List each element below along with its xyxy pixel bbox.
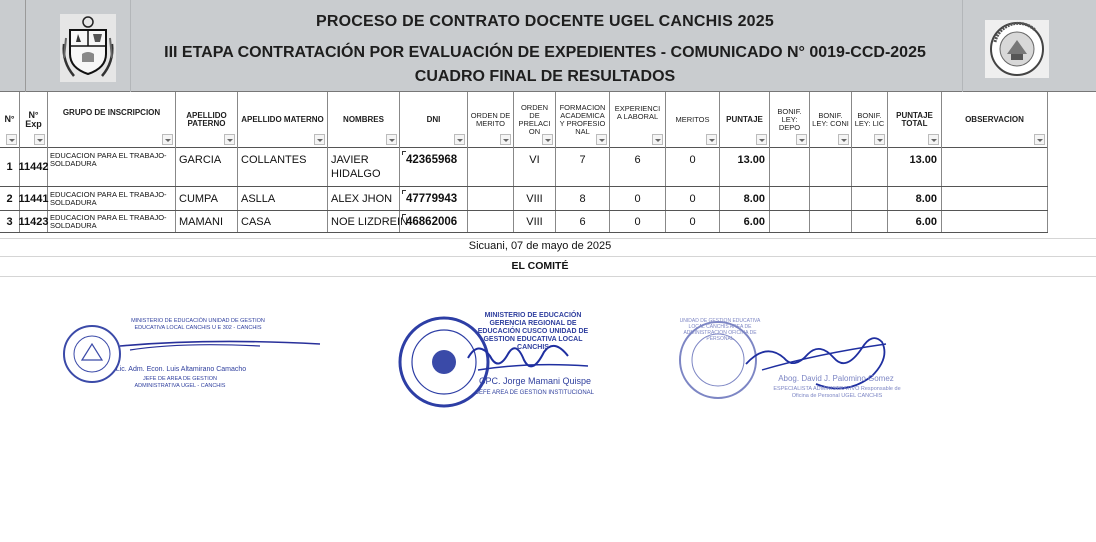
cell-experiencia: 0 (610, 187, 666, 210)
filter-dropdown-icon[interactable] (838, 134, 849, 145)
cell-bonif-lic (852, 187, 888, 210)
cell-experiencia: 0 (610, 211, 666, 232)
title-line-3: CUADRO FINAL DE RESULTADOS (414, 68, 676, 85)
col-header-dni: DNI (400, 92, 468, 148)
col-header-exp: N° Exp (20, 92, 48, 148)
filter-dropdown-icon[interactable] (542, 134, 553, 145)
cell-exp: 11423 (20, 211, 48, 232)
cell-grupo: EDUCACION PARA EL TRABAJO- SOLDADURA (48, 148, 176, 186)
cell-exp: 11442 (20, 148, 48, 186)
cell-paterno: MAMANI (176, 211, 238, 232)
cell-orden-merito (468, 148, 514, 186)
header-gridline (962, 0, 963, 92)
divider (0, 238, 1096, 239)
cell-bonif-lic (852, 148, 888, 186)
cell-puntaje: 6.00 (720, 211, 770, 232)
col-header-bonif-coni: BONIF. LEY: CONI (810, 92, 852, 148)
col-header-bonif-lic: BONIF. LEY: LIC (852, 92, 888, 148)
cell-meritos: 0 (666, 148, 720, 186)
cell-nombres: JAVIER HIDALGO (328, 148, 400, 186)
cell-bonif-lic (852, 211, 888, 232)
col-header-orden-merito: ORDEN DE MERITO (468, 92, 514, 148)
signature-block-1 (60, 316, 330, 406)
cell-materno: ASLLA (238, 187, 328, 210)
col-header-puntaje: PUNTAJE (720, 92, 770, 148)
cell-formacion: 8 (556, 187, 610, 210)
table-header (0, 92, 1048, 148)
col-header-puntaje-total: PUNTAJE TOTAL (888, 92, 942, 148)
stamp-text: MINISTERIO DE EDUCACIÓN UNIDAD DE GESTION EDUCATIVA LOCAL CANCHIS U E 302 - CANCHIS (131, 318, 265, 331)
filter-dropdown-icon[interactable] (1034, 134, 1045, 145)
col-header-formacion: FORMACION ACADEMICA Y PROFESIO NAL (556, 92, 610, 148)
cell-bonif-depo (770, 187, 810, 210)
cell-meritos: 0 (666, 211, 720, 232)
filter-dropdown-icon[interactable] (928, 134, 939, 145)
cell-bonif-coni (810, 187, 852, 210)
cell-grupo: EDUCACION PARA EL TRABAJO- SOLDADURA (48, 187, 176, 210)
cell-bonif-depo (770, 148, 810, 186)
cell-orden-prelacion: VIII (514, 211, 556, 232)
signature-block-2 (398, 310, 598, 410)
cell-paterno: CUMPA (176, 187, 238, 210)
filter-dropdown-icon[interactable] (6, 134, 17, 145)
title-line-2: III ETAPA CONTRATACIÓN POR EVALUACIÓN DE EXPEDIENTES - COMUNICADO N° 0019-CCD-2025 (164, 44, 926, 61)
peru-coat-of-arms-icon (60, 14, 116, 82)
cell-bonif-depo (770, 211, 810, 232)
filter-dropdown-icon[interactable] (756, 134, 767, 145)
cell-paterno: GARCIA (176, 148, 238, 186)
signer-name: CPC. Jorge Mamani Quispe (478, 376, 592, 386)
cell-nombres: NOE LIZDREIN (328, 211, 400, 232)
cell-materno: CASA (238, 211, 328, 232)
signer-name: Abog. David J. Palomino Gomez (778, 374, 894, 383)
title-line-1: PROCESO DE CONTRATO DOCENTE UGEL CANCHIS 2025 (316, 13, 774, 30)
col-header-orden-prelacion: ORDEN DE PRELACI ON (514, 92, 556, 148)
filter-dropdown-icon[interactable] (34, 134, 45, 145)
cell-dni: 46862006 (400, 211, 468, 232)
cell-formacion: 6 (556, 211, 610, 232)
col-header-nombres: NOMBRES (328, 92, 400, 148)
filter-dropdown-icon[interactable] (224, 134, 235, 145)
cell-no: 3 (0, 211, 20, 232)
row-header-cell (0, 0, 26, 92)
cell-bonif-coni (810, 211, 852, 232)
col-header-observacion: OBSERVACION (942, 92, 1048, 148)
cell-orden-merito (468, 211, 514, 232)
filter-dropdown-icon[interactable] (652, 134, 663, 145)
cell-grupo: EDUCACION PARA EL TRABAJO- SOLDADURA (48, 211, 176, 232)
cell-puntaje: 8.00 (720, 187, 770, 210)
filter-dropdown-icon[interactable] (596, 134, 607, 145)
cell-puntaje-total: 13.00 (888, 148, 942, 186)
filter-dropdown-icon[interactable] (454, 134, 465, 145)
col-header-grupo: GRUPO DE INSCRIPCION (48, 92, 176, 148)
cell-materno: COLLANTES (238, 148, 328, 186)
header-band (0, 0, 1096, 92)
table-row (0, 148, 1048, 187)
filter-dropdown-icon[interactable] (162, 134, 173, 145)
cell-puntaje-total: 6.00 (888, 211, 942, 232)
divider (0, 256, 1096, 257)
signature-block-3 (676, 314, 906, 410)
cell-orden-prelacion: VIII (514, 187, 556, 210)
cell-puntaje: 13.00 (720, 148, 770, 186)
signer-role: JEFE DE AREA DE GESTION ADMINISTRATIVA UGEL - CANCHIS (134, 376, 226, 389)
table-row (0, 211, 1048, 233)
cell-bonif-coni (810, 148, 852, 186)
filter-dropdown-icon[interactable] (874, 134, 885, 145)
cell-no: 2 (0, 187, 20, 210)
signer-role: ESPECIALISTA ADMINISTRATIVO Responsable de Oficina de Personal UGEL CANCHIS (773, 386, 901, 399)
cell-nombres: ALEX JHON (328, 187, 400, 210)
cell-dni: 47779943 (400, 187, 468, 210)
col-header-bonif-depo: BONIF. LEY: DEPO (770, 92, 810, 148)
filter-dropdown-icon[interactable] (314, 134, 325, 145)
place-date: Sicuani, 07 de mayo de 2025 (468, 240, 612, 252)
col-header-materno: APELLIDO MATERNO (238, 92, 328, 148)
stamp-text: UNIDAD DE GESTION EDUCATIVA LOCAL CANCHIS AREA DE ADMINISTRACION OFICINA DE PERSONAL (679, 318, 761, 342)
filter-dropdown-icon[interactable] (706, 134, 717, 145)
cell-orden-merito (468, 187, 514, 210)
cell-formacion: 7 (556, 148, 610, 186)
filter-dropdown-icon[interactable] (386, 134, 397, 145)
signer-name: Lic. Adm. Econ. Luis Altamirano Camacho (115, 366, 247, 373)
stamp-text: MINISTERIO DE EDUCACIÓN GERENCIA REGIONAL DE EDUCACIÓN CUSCO UNIDAD DE GESTION EDUCATIVA LOCAL CANCHIS (477, 312, 589, 352)
signer-role: JEFE AREA DE GESTION INSTITUCIONAL (475, 390, 595, 396)
cell-observacion (942, 148, 1048, 186)
col-header-meritos: MERITOS (666, 92, 720, 148)
col-header-paterno: APELLIDO PATERNO (176, 92, 238, 148)
col-header-experiencia: EXPERIENCI A LABORAL (610, 92, 666, 148)
cell-experiencia: 6 (610, 148, 666, 186)
filter-dropdown-icon[interactable] (500, 134, 511, 145)
cell-orden-prelacion: VI (514, 148, 556, 186)
cell-dni: 42365968 (400, 148, 468, 186)
cell-meritos: 0 (666, 187, 720, 210)
cell-puntaje-total: 8.00 (888, 187, 942, 210)
cell-exp: 11441 (20, 187, 48, 210)
cell-no: 1 (0, 148, 20, 186)
committee-label: EL COMITÉ (511, 260, 569, 272)
cell-observacion (942, 211, 1048, 232)
filter-dropdown-icon[interactable] (796, 134, 807, 145)
ugel-seal-icon (985, 20, 1049, 78)
cell-observacion (942, 187, 1048, 210)
col-header-no: N° (0, 92, 20, 148)
table-row (0, 187, 1048, 211)
divider (0, 276, 1096, 277)
